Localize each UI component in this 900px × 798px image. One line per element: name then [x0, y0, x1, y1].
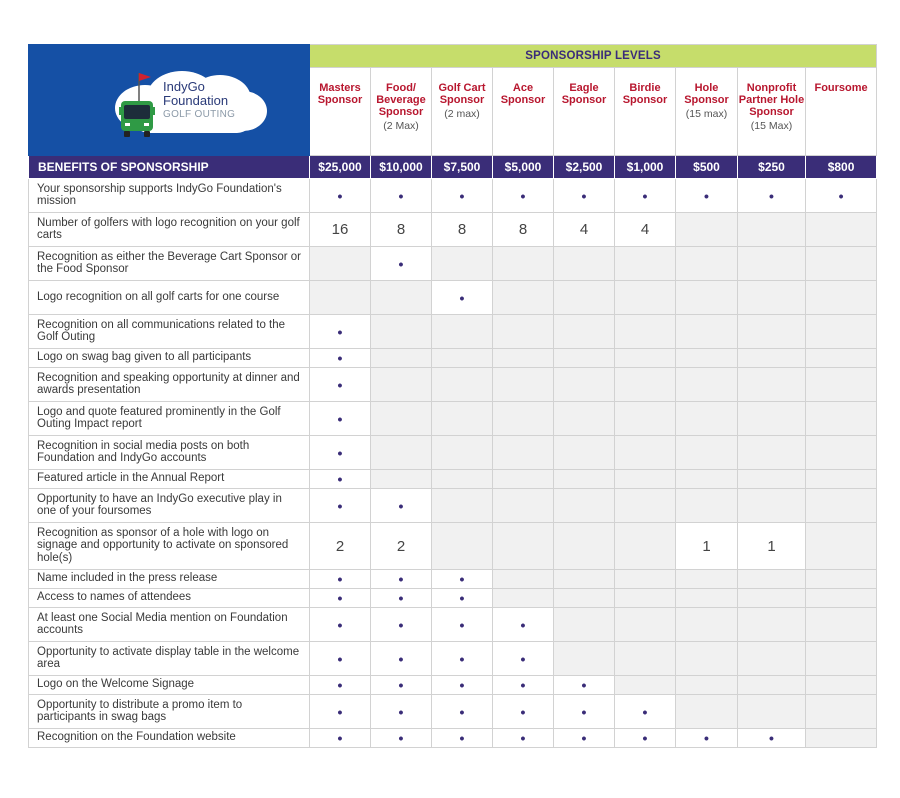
- empty-cell: [738, 349, 806, 368]
- level-price: $1,000: [615, 156, 676, 179]
- benefit-description: Opportunity to distribute a promo item to participants in swag bags: [29, 695, 310, 729]
- empty-cell: [615, 436, 676, 470]
- empty-cell: [738, 402, 806, 436]
- level-header: [493, 68, 554, 156]
- included-dot: •: [432, 642, 493, 676]
- benefit-row: [29, 676, 877, 695]
- level-price: $7,500: [432, 156, 493, 179]
- empty-cell: [554, 570, 615, 589]
- level-name: Golf Cart Sponsor: [438, 82, 486, 106]
- empty-cell: [615, 523, 676, 570]
- benefit-description: Logo on swag bag given to all participants: [29, 349, 310, 368]
- empty-cell: [554, 281, 615, 315]
- empty-cell: [493, 470, 554, 489]
- empty-cell: [676, 349, 738, 368]
- empty-cell: [615, 368, 676, 402]
- benefit-description: Access to names of attendees: [29, 589, 310, 608]
- benefit-count: 8: [493, 213, 554, 247]
- empty-cell: [738, 489, 806, 523]
- empty-cell: [806, 470, 877, 489]
- included-dot: •: [432, 729, 493, 748]
- benefit-row: [29, 570, 877, 589]
- empty-cell: [493, 489, 554, 523]
- level-limit-note: (2 Max): [383, 120, 419, 132]
- level-header: [806, 68, 877, 156]
- empty-cell: [806, 247, 877, 281]
- empty-cell: [806, 349, 877, 368]
- benefits-heading: BENEFITS OF SPONSORSHIP: [29, 156, 310, 179]
- included-dot: •: [493, 695, 554, 729]
- benefit-count: 4: [615, 213, 676, 247]
- empty-cell: [676, 489, 738, 523]
- empty-cell: [806, 368, 877, 402]
- level-name: Nonprofit Partner Hole Sponsor: [738, 82, 805, 118]
- empty-cell: [554, 523, 615, 570]
- logo-line-1: IndyGo: [163, 79, 205, 94]
- included-dot: •: [493, 729, 554, 748]
- empty-cell: [738, 281, 806, 315]
- empty-cell: [493, 349, 554, 368]
- empty-cell: [615, 570, 676, 589]
- empty-cell: [615, 608, 676, 642]
- empty-cell: [615, 489, 676, 523]
- empty-cell: [738, 608, 806, 642]
- empty-cell: [371, 315, 432, 349]
- benefit-row: [29, 436, 877, 470]
- included-dot: •: [310, 729, 371, 748]
- benefit-description: Recognition on all communications related to the Golf Outing: [29, 315, 310, 349]
- logo-text: [163, 80, 235, 122]
- sponsorship-table: [28, 44, 877, 748]
- benefit-row: [29, 281, 877, 315]
- included-dot: •: [432, 676, 493, 695]
- empty-cell: [615, 247, 676, 281]
- benefit-row: [29, 179, 877, 213]
- empty-cell: [554, 349, 615, 368]
- included-dot: •: [371, 642, 432, 676]
- empty-cell: [806, 402, 877, 436]
- benefit-row: [29, 642, 877, 676]
- empty-cell: [615, 349, 676, 368]
- empty-cell: [432, 470, 493, 489]
- empty-cell: [676, 402, 738, 436]
- included-dot: •: [432, 281, 493, 315]
- included-dot: •: [806, 179, 877, 213]
- empty-cell: [493, 368, 554, 402]
- empty-cell: [493, 402, 554, 436]
- benefit-count: 8: [432, 213, 493, 247]
- benefit-description: Featured article in the Annual Report: [29, 470, 310, 489]
- included-dot: •: [371, 608, 432, 642]
- benefit-row: [29, 368, 877, 402]
- included-dot: •: [371, 489, 432, 523]
- empty-cell: [432, 368, 493, 402]
- included-dot: •: [371, 589, 432, 608]
- empty-cell: [738, 695, 806, 729]
- empty-cell: [493, 315, 554, 349]
- empty-cell: [432, 523, 493, 570]
- empty-cell: [806, 281, 877, 315]
- included-dot: •: [310, 608, 371, 642]
- empty-cell: [806, 570, 877, 589]
- empty-cell: [493, 436, 554, 470]
- empty-cell: [432, 315, 493, 349]
- included-dot: •: [676, 729, 738, 748]
- empty-cell: [738, 676, 806, 695]
- included-dot: •: [554, 179, 615, 213]
- empty-cell: [738, 213, 806, 247]
- benefit-row: [29, 213, 877, 247]
- empty-cell: [554, 608, 615, 642]
- level-name: Eagle Sponsor: [561, 82, 607, 106]
- empty-cell: [676, 315, 738, 349]
- empty-cell: [493, 570, 554, 589]
- level-limit-note: (2 max): [444, 108, 480, 120]
- included-dot: •: [493, 608, 554, 642]
- empty-cell: [432, 349, 493, 368]
- empty-cell: [554, 368, 615, 402]
- benefit-row: [29, 589, 877, 608]
- benefit-description: Opportunity to activate display table in the welcome area: [29, 642, 310, 676]
- benefit-description: Recognition on the Foundation website: [29, 729, 310, 748]
- empty-cell: [554, 402, 615, 436]
- benefit-description: At least one Social Media mention on Foundation accounts: [29, 608, 310, 642]
- empty-cell: [738, 436, 806, 470]
- empty-cell: [615, 281, 676, 315]
- empty-cell: [432, 247, 493, 281]
- level-header: [432, 68, 493, 156]
- empty-cell: [806, 676, 877, 695]
- included-dot: •: [432, 608, 493, 642]
- empty-cell: [806, 436, 877, 470]
- benefit-description: Recognition as sponsor of a hole with logo on signage and opportunity to activate on sponsored hole(s): [29, 523, 310, 570]
- empty-cell: [676, 368, 738, 402]
- benefit-description: Your sponsorship supports IndyGo Foundation's mission: [29, 179, 310, 213]
- included-dot: •: [310, 570, 371, 589]
- level-header: [615, 68, 676, 156]
- included-dot: •: [310, 436, 371, 470]
- included-dot: •: [310, 470, 371, 489]
- empty-cell: [493, 523, 554, 570]
- benefit-count: 16: [310, 213, 371, 247]
- empty-cell: [432, 436, 493, 470]
- empty-cell: [676, 247, 738, 281]
- empty-cell: [371, 349, 432, 368]
- empty-cell: [615, 642, 676, 676]
- empty-cell: [676, 676, 738, 695]
- level-limit-note: (15 max): [685, 108, 728, 120]
- level-header: [554, 68, 615, 156]
- included-dot: •: [310, 695, 371, 729]
- empty-cell: [554, 589, 615, 608]
- included-dot: •: [615, 695, 676, 729]
- level-price: $500: [676, 156, 738, 179]
- benefit-row: [29, 608, 877, 642]
- empty-cell: [738, 470, 806, 489]
- benefit-description: Logo and quote featured prominently in the Golf Outing Impact report: [29, 402, 310, 436]
- included-dot: •: [432, 589, 493, 608]
- level-price: $2,500: [554, 156, 615, 179]
- benefit-row: [29, 523, 877, 570]
- included-dot: •: [310, 402, 371, 436]
- level-name: Ace Sponsor: [500, 82, 546, 106]
- benefit-count: 1: [738, 523, 806, 570]
- empty-cell: [371, 368, 432, 402]
- empty-cell: [738, 368, 806, 402]
- empty-cell: [554, 436, 615, 470]
- benefit-description: Opportunity to have an IndyGo executive play in one of your foursomes: [29, 489, 310, 523]
- benefit-description: Recognition and speaking opportunity at dinner and awards presentation: [29, 368, 310, 402]
- empty-cell: [371, 470, 432, 489]
- benefit-description: Number of golfers with logo recognition on your golf carts: [29, 213, 310, 247]
- empty-cell: [676, 589, 738, 608]
- included-dot: •: [554, 676, 615, 695]
- empty-cell: [806, 489, 877, 523]
- empty-cell: [676, 213, 738, 247]
- level-header: [738, 68, 806, 156]
- empty-cell: [676, 695, 738, 729]
- level-price: $250: [738, 156, 806, 179]
- included-dot: •: [554, 729, 615, 748]
- empty-cell: [310, 281, 371, 315]
- included-dot: •: [310, 489, 371, 523]
- included-dot: •: [310, 676, 371, 695]
- included-dot: •: [371, 247, 432, 281]
- empty-cell: [676, 570, 738, 589]
- logo-line-2: Foundation: [163, 93, 229, 108]
- level-name: Masters Sponsor: [317, 82, 363, 106]
- empty-cell: [806, 589, 877, 608]
- empty-cell: [371, 281, 432, 315]
- included-dot: •: [493, 642, 554, 676]
- included-dot: •: [371, 729, 432, 748]
- level-price: $10,000: [371, 156, 432, 179]
- benefit-row: [29, 729, 877, 748]
- price-row: [29, 156, 877, 179]
- level-name: Hole Sponsor: [684, 82, 729, 106]
- benefit-description: Recognition in social media posts on both Foundation and IndyGo accounts: [29, 436, 310, 470]
- included-dot: •: [676, 179, 738, 213]
- empty-cell: [738, 642, 806, 676]
- benefit-count: 2: [310, 523, 371, 570]
- level-price: $5,000: [493, 156, 554, 179]
- level-header: [676, 68, 738, 156]
- included-dot: •: [615, 729, 676, 748]
- level-name: Birdie Sponsor: [622, 82, 668, 106]
- level-limit-note: (15 Max): [750, 120, 793, 132]
- included-dot: •: [310, 179, 371, 213]
- benefit-description: Recognition as either the Beverage Cart Sponsor or the Food Sponsor: [29, 247, 310, 281]
- golf-bus-icon: [115, 67, 159, 141]
- level-header: [371, 68, 432, 156]
- included-dot: •: [371, 179, 432, 213]
- empty-cell: [806, 608, 877, 642]
- benefit-row: [29, 247, 877, 281]
- benefit-rows: [29, 179, 877, 748]
- empty-cell: [371, 402, 432, 436]
- benefit-row: [29, 470, 877, 489]
- included-dot: •: [371, 570, 432, 589]
- empty-cell: [806, 523, 877, 570]
- benefit-description: Logo on the Welcome Signage: [29, 676, 310, 695]
- included-dot: •: [371, 676, 432, 695]
- level-header: [310, 68, 371, 156]
- empty-cell: [806, 213, 877, 247]
- empty-cell: [432, 489, 493, 523]
- benefit-row: [29, 402, 877, 436]
- included-dot: •: [615, 179, 676, 213]
- benefit-row: [29, 315, 877, 349]
- empty-cell: [615, 589, 676, 608]
- benefit-description: Name included in the press release: [29, 570, 310, 589]
- empty-cell: [493, 589, 554, 608]
- empty-cell: [676, 281, 738, 315]
- empty-cell: [806, 695, 877, 729]
- foundation-logo: [29, 45, 310, 156]
- empty-cell: [615, 470, 676, 489]
- empty-cell: [676, 470, 738, 489]
- benefit-count: 4: [554, 213, 615, 247]
- empty-cell: [310, 247, 371, 281]
- empty-cell: [615, 676, 676, 695]
- benefit-count: 8: [371, 213, 432, 247]
- benefit-row: [29, 489, 877, 523]
- benefit-count: 1: [676, 523, 738, 570]
- benefit-description: Logo recognition on all golf carts for one course: [29, 281, 310, 315]
- empty-cell: [554, 247, 615, 281]
- included-dot: •: [310, 315, 371, 349]
- level-name: Foursome: [814, 82, 868, 94]
- included-dot: •: [310, 642, 371, 676]
- included-dot: •: [371, 695, 432, 729]
- benefit-count: 2: [371, 523, 432, 570]
- level-price: $25,000: [310, 156, 371, 179]
- included-dot: •: [738, 729, 806, 748]
- empty-cell: [615, 402, 676, 436]
- empty-cell: [738, 247, 806, 281]
- empty-cell: [806, 729, 877, 748]
- empty-cell: [806, 315, 877, 349]
- included-dot: •: [310, 349, 371, 368]
- included-dot: •: [554, 695, 615, 729]
- empty-cell: [738, 589, 806, 608]
- empty-cell: [738, 315, 806, 349]
- level-name: Food/ Beverage Sponsor: [376, 82, 426, 118]
- logo-line-3: GOLF OUTING: [163, 109, 236, 120]
- empty-cell: [676, 436, 738, 470]
- empty-cell: [432, 402, 493, 436]
- included-dot: •: [738, 179, 806, 213]
- empty-cell: [615, 315, 676, 349]
- empty-cell: [738, 570, 806, 589]
- included-dot: •: [432, 179, 493, 213]
- benefit-row: [29, 349, 877, 368]
- included-dot: •: [493, 179, 554, 213]
- included-dot: •: [432, 570, 493, 589]
- empty-cell: [493, 247, 554, 281]
- empty-cell: [554, 642, 615, 676]
- sponsorship-sheet: [28, 44, 876, 748]
- level-price: $800: [806, 156, 877, 179]
- included-dot: •: [310, 368, 371, 402]
- benefit-row: [29, 695, 877, 729]
- included-dot: •: [493, 676, 554, 695]
- empty-cell: [676, 608, 738, 642]
- empty-cell: [554, 470, 615, 489]
- empty-cell: [676, 642, 738, 676]
- empty-cell: [493, 281, 554, 315]
- sponsorship-levels-heading: SPONSORSHIP LEVELS: [310, 45, 877, 68]
- included-dot: •: [310, 589, 371, 608]
- included-dot: •: [432, 695, 493, 729]
- empty-cell: [554, 489, 615, 523]
- empty-cell: [371, 436, 432, 470]
- empty-cell: [806, 642, 877, 676]
- empty-cell: [554, 315, 615, 349]
